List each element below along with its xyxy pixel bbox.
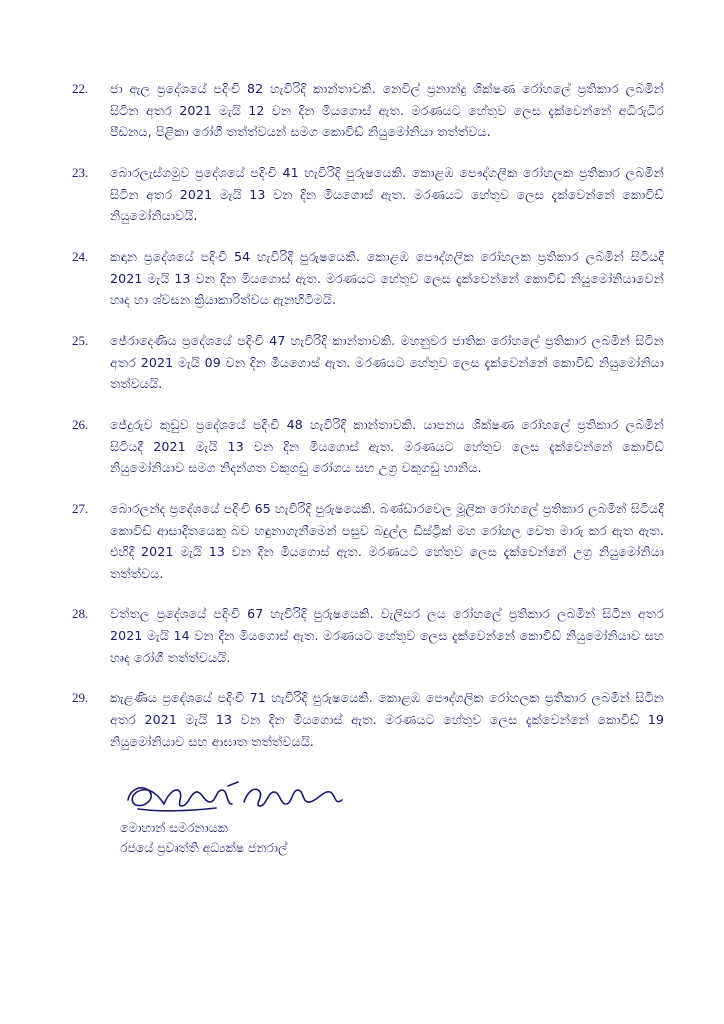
item-number: 22. [72, 81, 89, 96]
item-number: 27. [72, 500, 89, 516]
item-number: 24. [72, 248, 89, 264]
item-text: බොරලන්ද ප්‍රදේශයේ පදිංචි 65 හැවිරිදි පුරුෂයෙකි. බණ්ඩාරවෙල මූලික රෝහලේ ප්‍රතිකාර ලබමින් සිටියදී කොවිඩ් ආසාදිතයෙකු බව හඳුනාගැනීමෙන් පසුව බදුල්ල ඩිස්ට්‍රික් මහ රෝහල වෙත මාරු කර ඇත ඇත. එහිදී 2021 මැයි 13 වන දින මියගොස් ඇත. මරණයට හේතුව ලෙස දැක්වෙන්නේ උග්‍ර නියුමෝනියා තත්ත්වය. [110, 500, 664, 581]
item-text: ජේදුරුව කුඩුව ප්‍රදේශයේ පදිංචි 48 හැවිරිදි කාන්තාවකි. යාපනය ශික්ෂණ රෝහලේ ප්‍රතිකාර ලබමින් සිටියදී 2021 මැයි 13 වන දින මියගොස් ඇත. මරණයට හේතුව ලෙස දැක්වෙන්නේ කොවිඩ් නියුමෝනියාව සමග නිදන්ගත වකුගඩු රෝගය සහ උග්‍ර වකුගඩු හානිය. [110, 416, 664, 476]
list-item [72, 687, 664, 752]
signatory-name: මොහාන් සමරනායක [120, 820, 228, 836]
item-number: 29. [72, 690, 89, 706]
list-item [72, 603, 664, 668]
signatory-title: රජයේ ප්‍රවෘත්ති අධ්‍යක්ෂ ජනරාල් [120, 840, 288, 856]
list-item [72, 498, 664, 585]
list-item [72, 330, 664, 395]
item-number: 26. [72, 416, 89, 432]
handwritten-signature-icon [120, 778, 350, 818]
item-text: කැළණිය ප්‍රදේශයේ පදිංචි 71 හැවිරිදි පුරුෂයෙකි. කොළඹ පෞද්ගලික රෝහලක ප්‍රතිකාර ලබමින් සිටින අතර 2021 මැයි 13 වන දින මියගොස් ඇත. මරණයට හේතුව ලෙස දැක්වෙන්නේ කොවිඩ් 19 නියුමෝනියාව සහ ආඝාත තත්ත්වයයි. [110, 690, 664, 749]
item-text: වත්තල ප්‍රදේශයේ පදිංචි 67 හැවිරිදි පුරුෂයෙකි. වැලිසර ලය රෝහලේ ප්‍රතිකාර ලබමින් සිටින අතර 2021 මැයි 14 වන දින මියගොස් ඇත. මරණයට හේතුව ලෙස දැක්වෙන්නේ කොවිඩ් නියුමෝනියාව සහ හෘද රෝගී තත්ත්වයයි. [110, 606, 664, 665]
list-item [72, 162, 664, 227]
item-number: 25. [72, 332, 89, 348]
item-text: බොරලැස්ගමුව ප්‍රදේශයේ පදිංචි 41 හැවිරිදි පුරුෂයෙකි. කොළඹ පෞද්ගලික රෝහලක ප්‍රතිකාර ලබමින් සිටින අතර 2021 මැයි 13 වන දින මියගොස් ඇත. මරණයට හේතුව ලෙස දැක්වෙන්නේ කොවිඩ් නියුමෝනියාවයි. [110, 164, 664, 224]
item-text: ජේරාදෙණිය ප්‍රදේශයේ පදිංචි 47 හැවිරිදි කාන්තාවකි. මහනුවර ජාතික රෝහලේ ප්‍රතිකාර ලබමින් සිටින අතර 2021 මැයි 09 වන දින මියගොස් ඇත. මරණයට හේතුව ලෙස දැක්වෙන්නේ කොවිඩ් නියුමෝනියා තත්වයයි. [110, 332, 664, 392]
list-item [72, 78, 664, 143]
signature-block [72, 778, 664, 858]
item-number: 28. [72, 606, 89, 622]
item-number: 23. [72, 164, 89, 180]
numbered-items-list [72, 78, 664, 752]
list-item [72, 246, 664, 311]
item-text: ජා ඇල ප්‍රදේශයේ පදිංචි 82 හැවිරිදි කාන්තාවකි. නෙවිල් ප්‍රනාන්දු ශික්ෂණ රෝහලේ ප්‍රතිකාර ලබමින් සිටින අතර 2021 මැයි 12 වන දින මියගොස් ඇත. මරණයට හේතුව ලෙස දැක්වෙන්නේ අධිරුධිර පීඩනය, පිළිකා රෝගී තත්ත්වයන් සමග කොවිඩ් නියුමෝනියා තත්ත්වය. [110, 81, 664, 140]
item-text: කඳාන ප්‍රදේශයේ පදිංචි 54 හැවිරිදි පුරුෂයෙකි. කොළඹ පෞද්ගලික රෝහලක ප්‍රතිකාර ලබමින් සිටියදී 2021 මැයි 13 වන දින මියගොස් ඇත. මරණයට හේතුව ලෙස දැක්වෙන්නේ කොවිඩ් නියුමෝනියාවෙන් හෘද හා ශ්වසන ක්‍රියාකාරිත්වය ඇනහිටීමයි. [110, 248, 664, 308]
list-item [72, 414, 664, 479]
